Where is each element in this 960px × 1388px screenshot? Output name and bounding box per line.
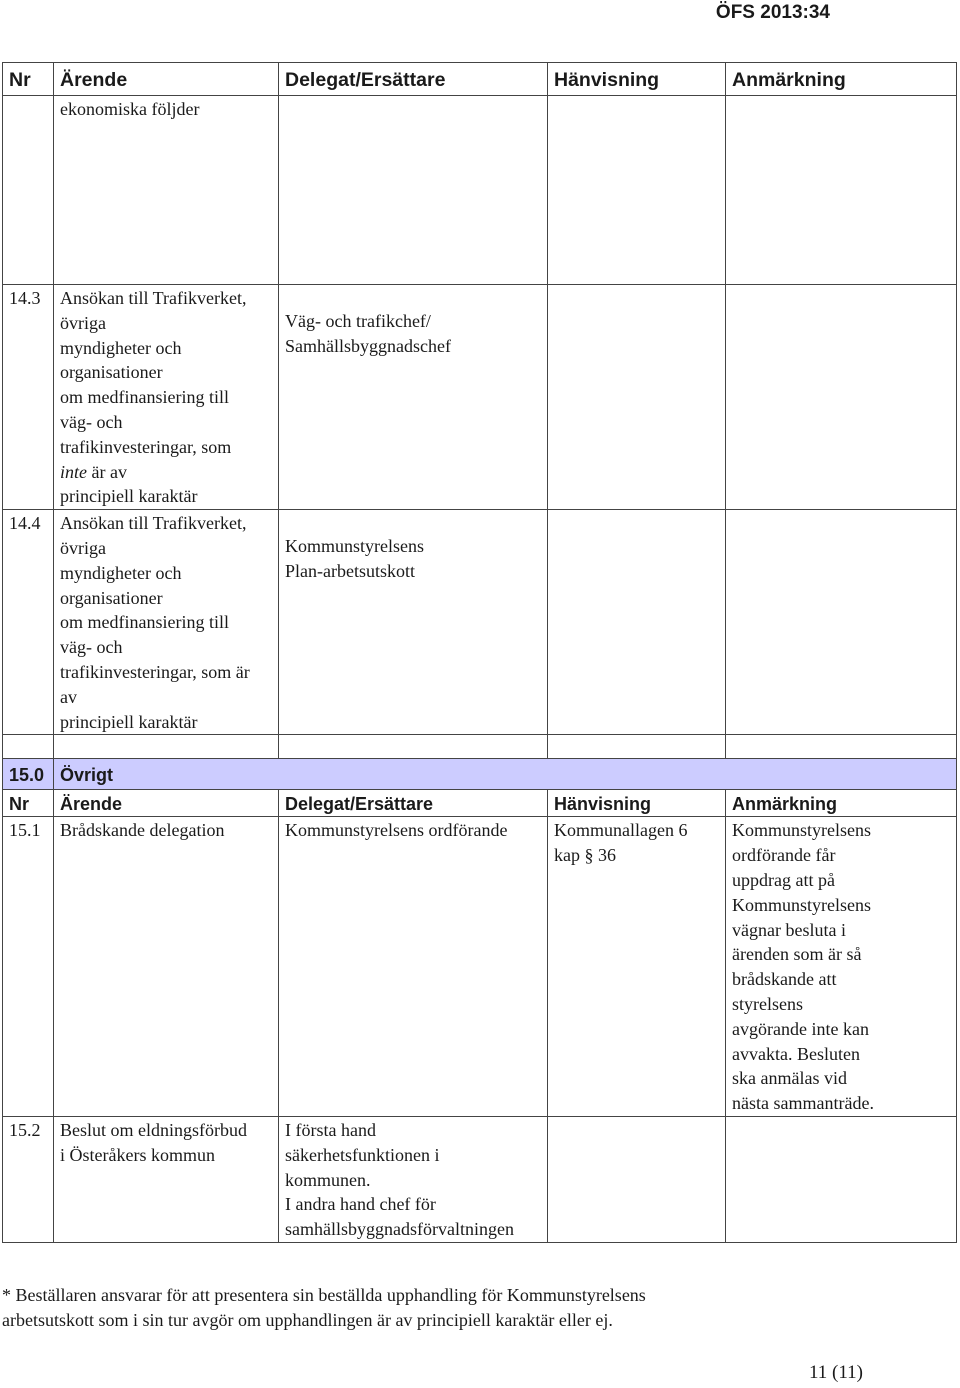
arende-line: om medfinansiering till: [60, 387, 229, 408]
table-row-14-4: [3, 510, 957, 735]
section-row-ovrigt: [3, 759, 957, 790]
cell-delegat: Väg- och trafikchef/ Samhällsbyggnadschef: [279, 285, 548, 510]
column-header-anmarkning: Anmärkning: [726, 790, 957, 817]
arende-line: organisationer: [60, 362, 163, 383]
table-header-row: [3, 790, 957, 817]
cell-anmarkning: [726, 510, 957, 735]
cell-delegat: [279, 96, 548, 285]
cell-anmarkning: Kommunstyrelsens ordförande får uppdrag att på Kommunstyrelsens vägnar besluta i ärenden som är så brådskande att styrelsens avgörande inte kan avvakta. Besluten ska anmälas vid nästa sammanträde.: [726, 817, 957, 1117]
arende-line: myndigheter och: [60, 337, 182, 358]
cell-delegat: I första hand säkerhetsfunktionen i kommunen. I andra hand chef för samhällsbyggnadsförvaltningen: [279, 1116, 548, 1242]
column-header-arende: Ärende: [54, 790, 279, 817]
column-header-nr: Nr: [3, 63, 54, 96]
cell-arende: Brådskande delegation: [54, 817, 279, 1117]
arende-line: [60, 460, 273, 485]
column-header-anmarkning: Anmärkning: [726, 63, 957, 96]
cell-delegat: Kommunstyrelsens ordförande: [279, 817, 548, 1117]
column-header-nr: Nr: [3, 790, 54, 817]
arende-line: väg- och: [60, 411, 123, 432]
column-header-delegat: Delegat/Ersättare: [279, 63, 548, 96]
emphasis-inte: inte: [60, 461, 87, 482]
cell-arende: Beslut om eldningsförbud i Österåkers kommun: [54, 1116, 279, 1242]
table-row-continuation: [3, 96, 957, 285]
column-header-arende: Ärende: [54, 63, 279, 96]
cell-delegat: Kommunstyrelsens Plan-arbetsutskott: [279, 510, 548, 735]
table-header-row: [3, 63, 957, 96]
cell-arende: [54, 285, 279, 510]
document-id: ÖFS 2013:34: [715, 2, 830, 23]
arende-line: trafikinvesteringar, som: [60, 436, 232, 457]
cell-hanvisning: [548, 96, 726, 285]
arende-line-rest: är av: [87, 461, 127, 482]
column-header-hanvisning: Hänvisning: [548, 63, 726, 96]
arende-line: principiell karaktär: [60, 486, 198, 507]
table-row-15-2: [3, 1116, 957, 1242]
footnote: * Beställaren ansvarar för att presentera sin beställda upphandling för Kommunstyrelsens arbetsutskott som i sin tur avgör om upphandlingen är av principiell karaktär eller ej.: [2, 1285, 646, 1330]
cell-hanvisning: [548, 1116, 726, 1242]
cell-arende: Ansökan till Trafikverket, övriga myndigheter och organisationer om medfinansiering till väg- och trafikinvesteringar, som är av principiell karaktär: [54, 510, 279, 735]
cell-hanvisning: Kommunallagen 6 kap § 36: [548, 817, 726, 1117]
cell-empty: [54, 735, 279, 759]
cell-empty: [726, 735, 957, 759]
table-row-14-3: [3, 285, 957, 510]
cell-anmarkning: [726, 285, 957, 510]
cell-hanvisning: [548, 285, 726, 510]
cell-nr: 15.1: [3, 817, 54, 1117]
cell-nr: [3, 96, 54, 285]
cell-empty: [548, 735, 726, 759]
cell-anmarkning: [726, 96, 957, 285]
delegation-table: [2, 62, 957, 1243]
cell-empty: [279, 735, 548, 759]
section-number: 15.0: [3, 759, 54, 790]
table-row-spacer: [3, 735, 957, 759]
arende-line: Ansökan till Trafikverket,: [60, 288, 247, 308]
column-header-hanvisning: Hänvisning: [548, 790, 726, 817]
column-header-delegat: Delegat/Ersättare: [279, 790, 548, 817]
cell-nr: 14.3: [3, 285, 54, 510]
arende-line: övriga: [60, 312, 106, 333]
cell-hanvisning: [548, 510, 726, 735]
section-title: Övrigt: [54, 759, 957, 790]
table-row-15-1: [3, 817, 957, 1117]
page-number: 11 (11): [809, 1362, 863, 1383]
cell-arende: ekonomiska följder: [54, 96, 279, 285]
cell-empty: [3, 735, 54, 759]
cell-nr: 15.2: [3, 1116, 54, 1242]
cell-nr: 14.4: [3, 510, 54, 735]
cell-anmarkning: [726, 1116, 957, 1242]
